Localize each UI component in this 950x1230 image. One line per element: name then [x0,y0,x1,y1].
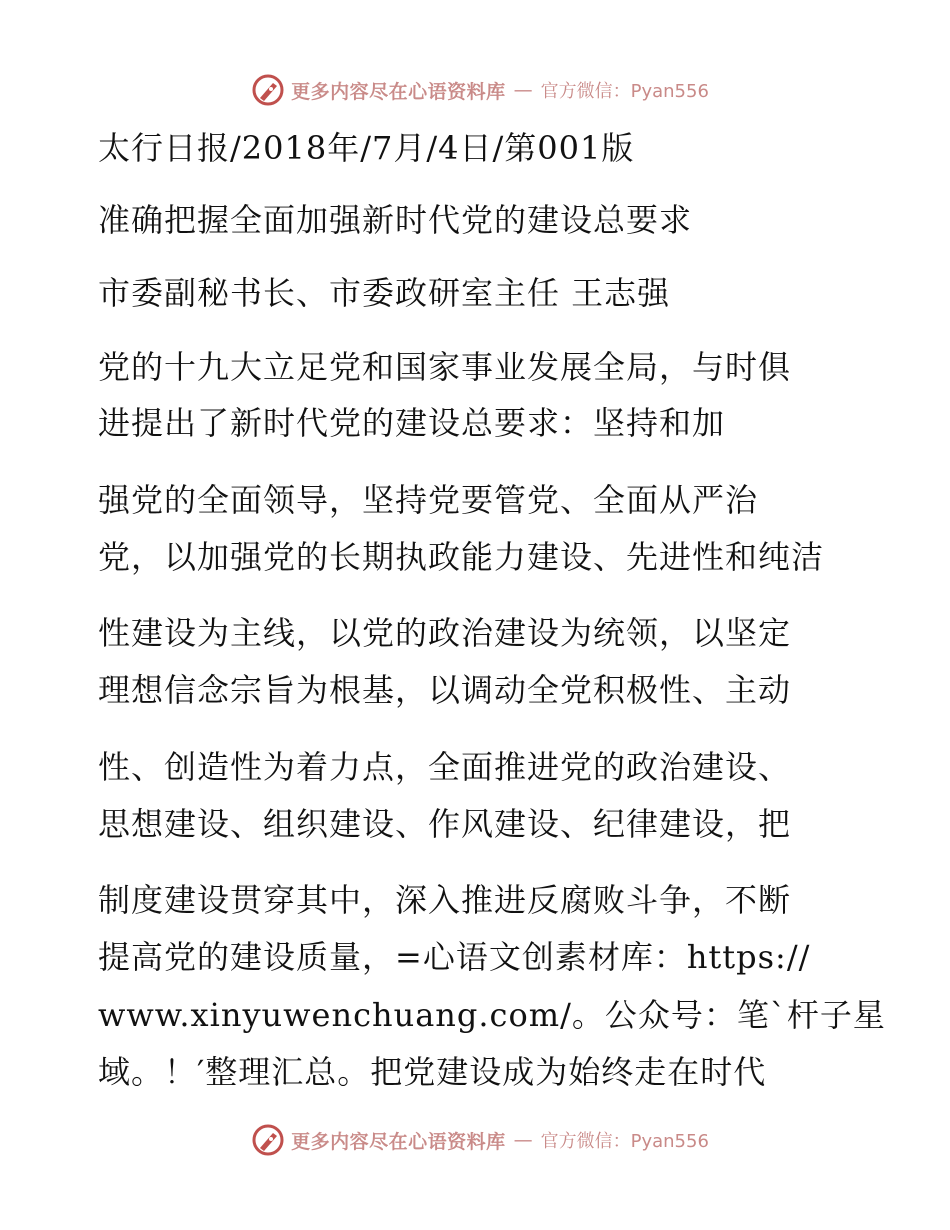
author-line: 市委副秘书长、市委政研室主任 王志强 [98,274,671,312]
watermark-site-text: 更多内容尽在心语资料库 [291,80,506,103]
paragraph-line: 进提出了新时代党的建设总要求：坚持和加 [98,404,726,442]
paragraph-line: 制度建设贯穿其中，深入推进反腐败斗争，不断 [98,881,792,919]
watermark-content [251,1123,709,1157]
watermark-banner-bottom [0,1120,950,1160]
paragraph-line: 思想建设、组织建设、作风建设、纪律建设，把 [98,805,792,843]
paragraph-line: 党，以加强党的长期执政能力建设、先进性和纯洁 [98,538,825,576]
paragraph-line: 域。！′整理汇总。把党建设成为始终走在时代 [98,1053,767,1091]
paragraph-line: www.xinyuwenchuang.com/。公众号：笔`杆子星 [98,996,886,1034]
watermark-content [251,73,709,107]
watermark-site-text: 更多内容尽在心语资料库 [291,1130,506,1153]
source-line: 太行日报/2018年/7月/4日/第001版 [98,129,635,167]
pen-logo-icon [251,1123,285,1157]
paragraph-line: 强党的全面领导，坚持党要管党、全面从严治 [98,481,759,519]
watermark-dash: — [513,79,533,101]
watermark-dash: — [513,1129,533,1151]
article-title: 准确把握全面加强新时代党的建设总要求 [98,201,693,239]
paragraph-line: 性、创造性为着力点，全面推进党的政治建设、 [98,748,792,786]
watermark-wechat-text: 官方微信：Pyan556 [540,81,709,102]
watermark-wechat-text: 官方微信：Pyan556 [540,1131,709,1152]
watermark-banner-top [0,70,950,110]
paragraph-line: 理想信念宗旨为根基，以调动全党积极性、主动 [98,671,792,709]
pen-logo-icon [251,73,285,107]
paragraph-line: 提高党的建设质量，=心语文创素材库：https:// [98,938,811,976]
paragraph-line: 党的十九大立足党和国家事业发展全局，与时俱 [98,348,792,386]
paragraph-line: 性建设为主线，以党的政治建设为统领，以坚定 [98,614,792,652]
